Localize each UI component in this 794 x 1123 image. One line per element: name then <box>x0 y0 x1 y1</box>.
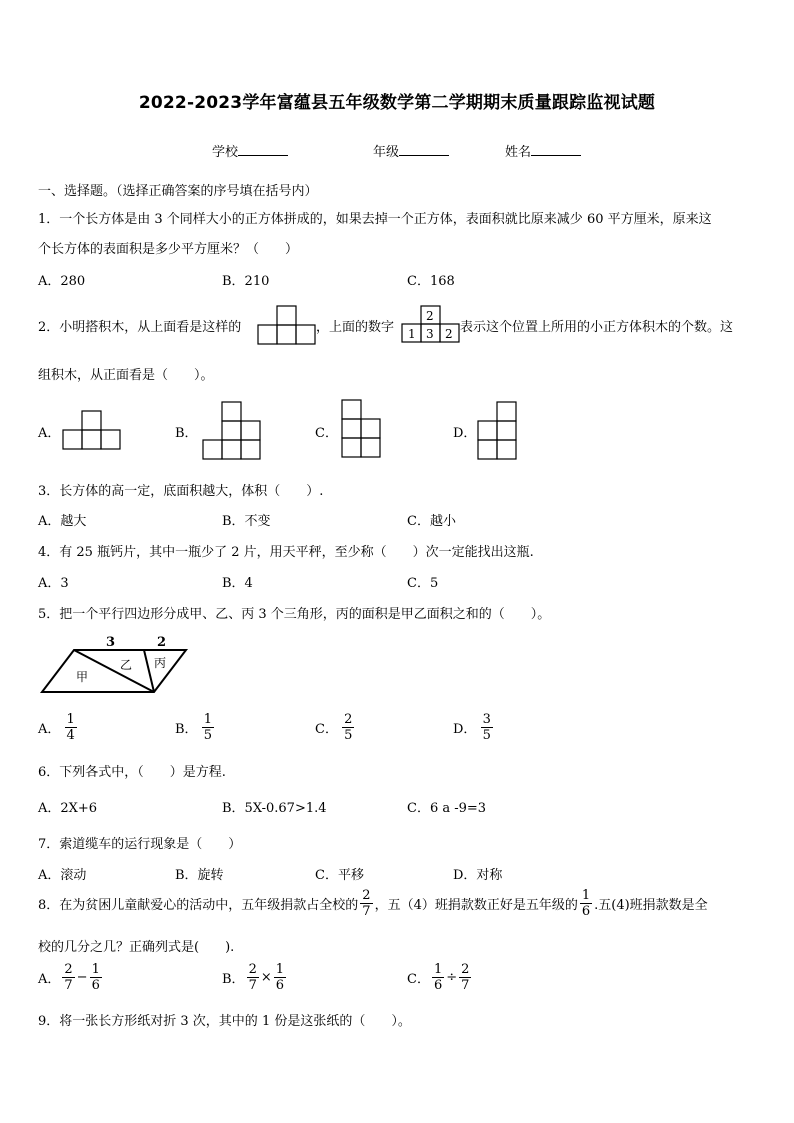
q7-text: 7．索道缆车的运行现象是（ ） <box>38 837 242 852</box>
q5-option-a-fraction: $\frac{1}{4}$ <box>66 712 75 743</box>
q2-top-view-figure <box>258 305 316 345</box>
q8-fraction-1: $\frac{2}{7}$ <box>362 888 371 919</box>
q2-figure-b <box>203 401 261 460</box>
q5-option-c[interactable] <box>315 712 354 743</box>
q9-text: 9．将一张长方形纸对折 3 次，其中的 1 份是这张纸的（ ）。 <box>38 1014 411 1029</box>
digit-right: 2 <box>445 327 453 341</box>
q8-option-c-frac1: $\frac{1}{6}$ <box>433 962 443 993</box>
q6-option-c[interactable]: C．6 a -9=3 <box>407 801 487 816</box>
q6-option-a[interactable]: A．2X+6 <box>38 801 98 816</box>
q8-option-a-operator: − <box>76 970 88 985</box>
q2-option-d[interactable]: D． <box>453 426 477 441</box>
q2-figure-a <box>63 410 121 450</box>
q8-option-b-operator: × <box>260 970 272 985</box>
q2-part3: 表示这个位置上所用的小正方体积木的个数。这 <box>460 320 734 335</box>
section-heading: 一、选择题。（选择正确答案的序号填在括号内） <box>38 184 318 199</box>
digit-left: 1 <box>408 327 416 341</box>
page-title: 2022-2023学年富蕴县五年级数学第二学期期末质量跟踪监视试题 <box>138 93 656 113</box>
q2-digit-figure <box>402 306 460 344</box>
q5-option-c-fraction: $\frac{2}{5}$ <box>344 712 353 743</box>
q7-option-a[interactable]: A．滚动 <box>38 868 87 883</box>
q3-option-a[interactable]: A．越大 <box>38 514 87 529</box>
q8-option-b-label: B． <box>222 972 245 987</box>
q5-option-d[interactable] <box>453 712 493 743</box>
q2-option-a[interactable]: A． <box>38 426 61 441</box>
q8-line2: 校的几分之几？正确列式是( ). <box>38 940 235 955</box>
school-label: 学校 <box>212 145 239 160</box>
q8-option-a[interactable] <box>38 962 102 993</box>
q2-figure-c <box>342 399 382 458</box>
q5-option-b[interactable] <box>175 712 214 743</box>
label-3: 3 <box>106 635 116 650</box>
q8-option-b-frac1: $\frac{2}{7}$ <box>248 962 257 993</box>
q8-option-b[interactable] <box>222 962 286 993</box>
label-jia: 甲 <box>76 670 89 684</box>
q7-option-d[interactable]: D．对称 <box>453 868 503 883</box>
grade-field[interactable] <box>373 141 449 160</box>
q5-option-b-fraction: $\frac{1}{5}$ <box>203 712 212 743</box>
grade-blank[interactable] <box>399 143 449 156</box>
name-field[interactable] <box>505 141 581 160</box>
q2-figure-d <box>478 401 518 460</box>
label-2: 2 <box>157 635 167 650</box>
q5-parallelogram-figure <box>40 632 190 694</box>
q5-option-c-label: C． <box>315 722 338 737</box>
q5-option-a[interactable] <box>38 712 77 743</box>
q4-option-a[interactable]: A．3 <box>38 576 69 591</box>
q2-option-b[interactable]: B． <box>175 426 198 441</box>
q8-option-a-frac2: $\frac{1}{6}$ <box>91 962 100 993</box>
q5-text: 5．把一个平行四边形分成甲、乙、丙 3 个三角形，丙的面积是甲乙面积之和的（ ）。 <box>38 607 551 622</box>
name-label: 姓名 <box>505 145 532 160</box>
q8-part1: 8．在为贫困儿童献爱心的活动中，五年级捐款占全校的 <box>38 898 359 913</box>
q2-line2: 组积木，从正面看是（ ）。 <box>38 368 214 383</box>
q6-option-b[interactable]: B．5X-0.67>1.4 <box>222 801 327 816</box>
label-yi: 乙 <box>120 658 133 672</box>
q8-option-c-operator: ÷ <box>446 970 458 985</box>
q6-text: 6．下列各式中，（ ）是方程. <box>38 765 226 780</box>
q1-option-a[interactable]: A．280 <box>38 274 86 289</box>
grade-label: 年级 <box>373 145 400 160</box>
q1-option-c[interactable]: C．168 <box>407 274 455 289</box>
q4-option-c[interactable]: C．5 <box>407 576 439 591</box>
q2-part1: 2．小明搭积木，从上面看是这样的 <box>38 320 242 335</box>
q4-option-b[interactable]: B．4 <box>222 576 253 591</box>
q5-option-d-fraction: $\frac{3}{5}$ <box>482 712 491 743</box>
q3-option-b[interactable]: B．不变 <box>222 514 271 529</box>
q8-part2: ，五（4）班捐款数正好是五年级的 <box>374 898 578 913</box>
q8-line1 <box>38 888 708 919</box>
q8-option-c-frac2: $\frac{2}{7}$ <box>461 962 470 993</box>
q5-option-a-label: A． <box>38 722 61 737</box>
q8-option-c[interactable] <box>407 962 471 993</box>
digit-top: 2 <box>426 309 434 323</box>
name-blank[interactable] <box>531 143 581 156</box>
q8-option-c-label: C． <box>407 972 430 987</box>
school-blank[interactable] <box>238 143 288 156</box>
q3-text: 3．长方体的高一定，底面积越大，体积（ ）. <box>38 484 324 499</box>
q1-option-b[interactable]: B．210 <box>222 274 270 289</box>
q5-option-b-label: B． <box>175 722 198 737</box>
q1-line2: 个长方体的表面积是多少平方厘米？（ ） <box>38 242 299 257</box>
q8-option-a-frac1: $\frac{2}{7}$ <box>64 962 73 993</box>
digit-middle: 3 <box>426 327 434 341</box>
q2-part2: ，上面的数字 <box>316 320 395 335</box>
q8-option-b-frac2: $\frac{1}{6}$ <box>275 962 285 993</box>
label-bing: 丙 <box>154 656 167 670</box>
q3-option-c[interactable]: C．越小 <box>407 514 456 529</box>
q5-option-d-label: D． <box>453 722 477 737</box>
school-field[interactable] <box>212 141 288 160</box>
q2-option-c[interactable]: C． <box>315 426 338 441</box>
q1-line1: 1．一个长方体是由 3 个同样大小的正方体拼成的，如果去掉一个正方体，表面积就比原来减少 60 平方厘米，原来这 <box>38 212 712 227</box>
q7-option-c[interactable]: C．平移 <box>315 868 364 883</box>
q8-part3: .五(4)班捐款数是全 <box>594 898 708 913</box>
q4-text: 4．有 25 瓶钙片，其中一瓶少了 2 片，用天平秤，至少称（ ）次一定能找出这瓶. <box>38 545 534 560</box>
q8-option-a-label: A． <box>38 972 61 987</box>
q8-fraction-2: $\frac{1}{6}$ <box>581 888 591 919</box>
q7-option-b[interactable]: B．旋转 <box>175 868 224 883</box>
